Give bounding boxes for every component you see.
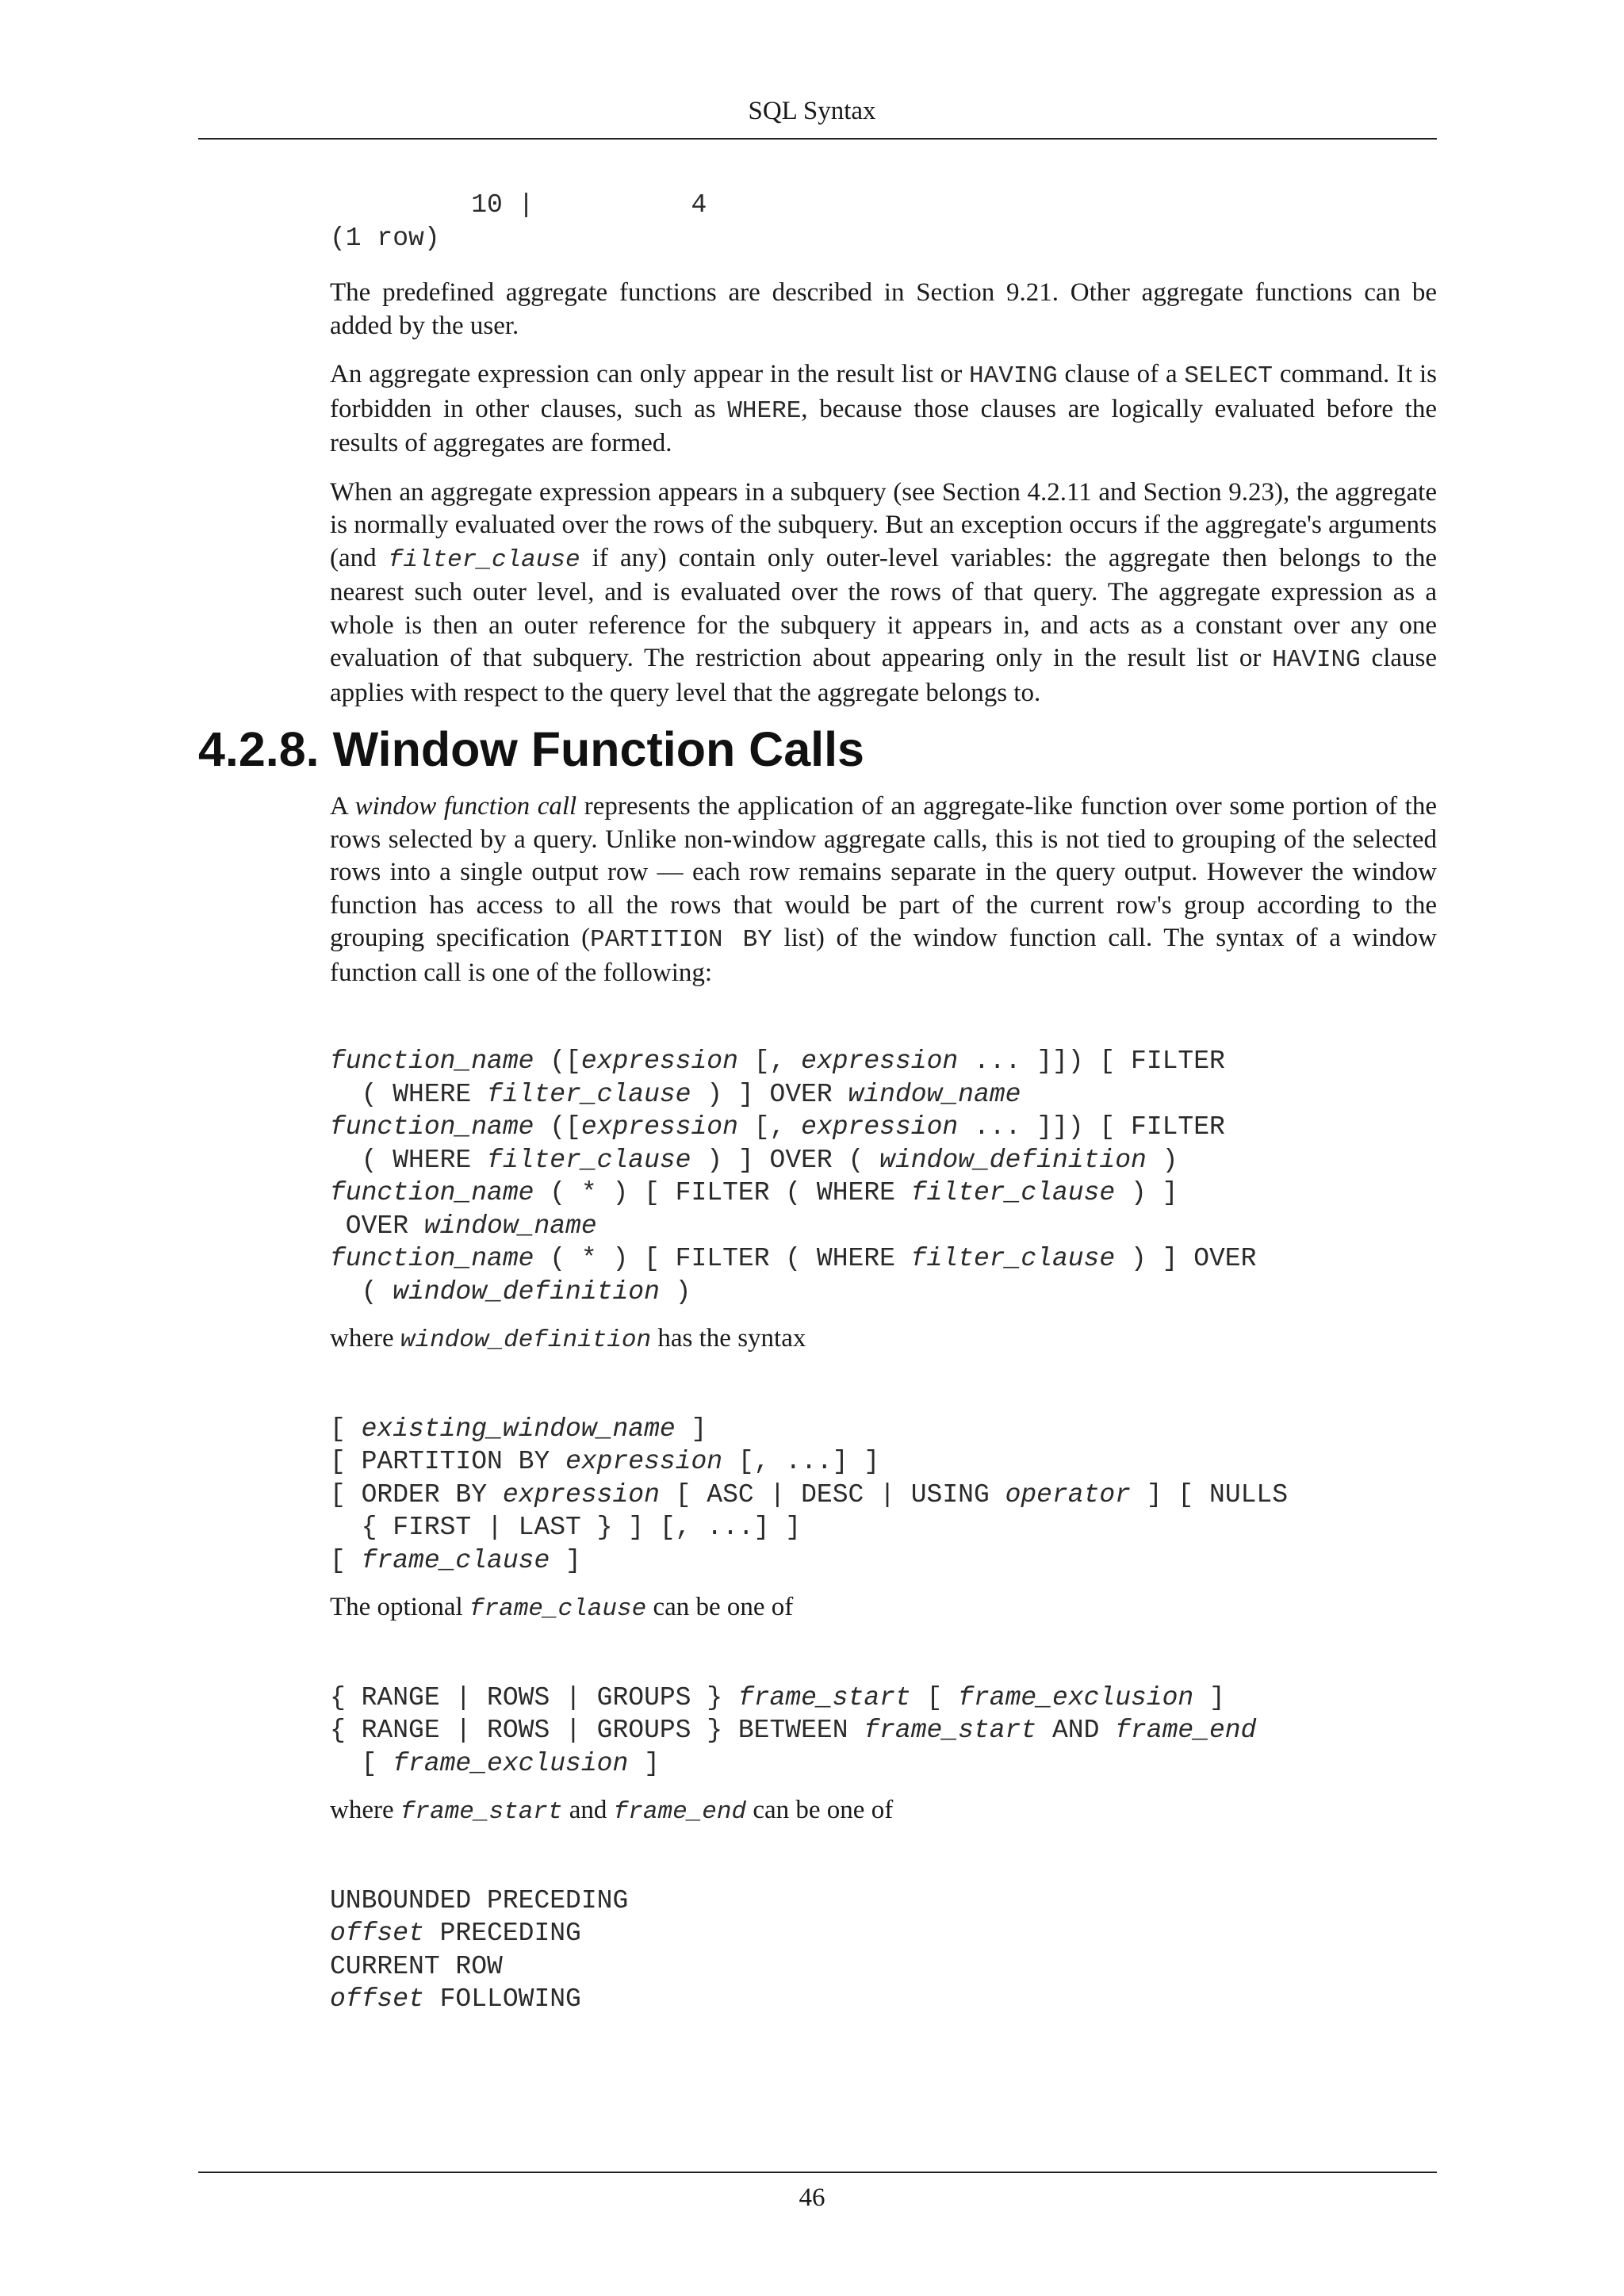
- text-run: When an aggregate expression appears in a subquery (see Section 4.2.11 and Section 9.23), the aggregate is normally evaluated over the rows of the subquery. But an exception occurs if the aggregate's arguments (and: [330, 477, 1437, 572]
- code-placeholder: window_name: [848, 1079, 1021, 1109]
- code-literal: { RANGE | ROWS | GROUPS } BETWEEN: [330, 1716, 864, 1745]
- code-literal: ): [659, 1276, 691, 1307]
- code-line: [330, 1683, 1225, 1712]
- code-placeholder: filter_clause: [910, 1178, 1116, 1207]
- code-literal: ) ] OVER: [691, 1079, 848, 1109]
- text-run: where: [330, 1324, 400, 1353]
- code-placeholder: frame_start: [737, 1682, 911, 1712]
- code-literal: ( WHERE: [330, 1079, 488, 1109]
- code-placeholder: frame_start: [864, 1716, 1037, 1745]
- paragraph-frame-start-intro: [330, 1794, 1437, 1829]
- code-placeholder: expression: [565, 1447, 723, 1476]
- code-window-definition-syntax: [330, 1413, 1437, 1578]
- inline-code-select: SELECT: [1184, 362, 1274, 390]
- code-line: [330, 1178, 1178, 1207]
- code-line: [330, 1080, 1021, 1109]
- paragraph-aggregate-subquery: [330, 476, 1437, 710]
- code-literal: FOLLOWING: [423, 1984, 581, 2014]
- code-literal: CURRENT ROW: [330, 1951, 503, 1981]
- text-run: list) of the window function call. The syntax of a window function call is one of the following:: [330, 924, 1437, 987]
- inline-code-filter-clause: filter_clause: [388, 545, 580, 574]
- text-run: A: [330, 792, 355, 821]
- code-placeholder: frame_clause: [361, 1545, 550, 1575]
- inline-code-frame-end: frame_end: [613, 1798, 747, 1826]
- code-literal: AND: [1036, 1716, 1116, 1745]
- inline-code-window-definition: window_definition: [400, 1326, 652, 1354]
- code-placeholder: expression: [580, 1047, 738, 1076]
- code-line: [330, 1211, 597, 1241]
- text-run: and: [562, 1796, 614, 1824]
- code-literal: [: [330, 1414, 362, 1444]
- code-literal: ] [ NULLS: [1131, 1479, 1289, 1510]
- running-header-title: SQL Syntax: [748, 97, 876, 125]
- text-run: has the syntax: [651, 1324, 806, 1353]
- code-line: [330, 1984, 581, 2014]
- code-literal: ]: [1193, 1682, 1225, 1712]
- code-literal: [ ASC | DESC | USING: [659, 1479, 1005, 1510]
- text-run: represents the application of an aggregate-like function over some portion of the rows selected by a query. Unlike non-window aggregate calls, this is not tied to grouping of the selected rows into a single output row — each row remains separate in the query output. However the window function has access to all the rows that would be part of the current row's group according to the grouping specification (: [330, 792, 1437, 952]
- text-run: if any) contain only outer-level variables: the aggregate then belongs to the nearest such outer level, and is evaluated over the rows of that query. The aggregate expression as a whole is then an outer reference for the subquery it appears in, and acts as a constant over any one evaluation of that subquery. The restriction about appearing only in the result list or: [330, 543, 1438, 672]
- text-run: where: [330, 1796, 400, 1824]
- code-literal: ( * ) [ FILTER ( WHERE: [534, 1244, 911, 1273]
- text-run: The optional: [330, 1593, 469, 1621]
- code-literal: ]: [628, 1748, 660, 1778]
- code-placeholder: offset: [330, 1984, 424, 2014]
- code-line: [330, 1277, 691, 1307]
- code-line: [330, 1886, 628, 1915]
- code-placeholder: window_name: [423, 1211, 597, 1241]
- code-literal: UNBOUNDED PRECEDING: [330, 1885, 629, 1915]
- code-literal: [: [330, 1545, 362, 1575]
- code-literal: (: [330, 1276, 393, 1307]
- section-title: Window Function Calls: [332, 722, 864, 776]
- code-placeholder: expression: [801, 1047, 959, 1076]
- code-literal: ]: [550, 1545, 581, 1575]
- header-rule: [198, 138, 1437, 140]
- code-line: [330, 1414, 707, 1444]
- page-number: 46: [799, 2183, 825, 2212]
- text-run: An aggregate expression can only appear in the result list or: [330, 360, 970, 388]
- code-line: [330, 1749, 660, 1778]
- code-placeholder: filter_clause: [487, 1145, 691, 1175]
- inline-code-frame-start: frame_start: [400, 1798, 563, 1826]
- code-placeholder: function_name: [330, 1047, 534, 1076]
- code-placeholder: existing_window_name: [361, 1414, 676, 1444]
- paragraph-frame-clause-intro: [330, 1591, 1437, 1626]
- code-literal: [: [910, 1682, 959, 1712]
- paragraph-window-function-intro: [330, 790, 1437, 989]
- paragraph-aggregate-placement: [330, 358, 1437, 461]
- code-placeholder: filter_clause: [487, 1079, 691, 1109]
- code-literal: PRECEDING: [423, 1919, 581, 1948]
- text-run: clause applies with respect to the query level that the aggregate belongs to.: [330, 644, 1437, 707]
- text-run: command. It is forbidden in other clauses, such as: [330, 360, 1437, 423]
- text-run: clause of a: [1057, 360, 1185, 388]
- code-literal: [,: [737, 1047, 802, 1076]
- code-literal: ): [1146, 1145, 1178, 1175]
- code-line: [330, 1919, 581, 1948]
- code-placeholder: window_definition: [879, 1145, 1147, 1175]
- section-number: 4.2.8.: [198, 722, 320, 776]
- code-line: [330, 1480, 1288, 1510]
- code-placeholder: frame_end: [1115, 1716, 1257, 1745]
- code-placeholder: frame_exclusion: [958, 1682, 1194, 1712]
- code-literal: [, ...] ]: [722, 1447, 880, 1476]
- code-placeholder: function_name: [330, 1112, 534, 1142]
- code-literal: { RANGE | ROWS | GROUPS }: [330, 1682, 738, 1712]
- code-line: [330, 1047, 1225, 1076]
- code-placeholder: frame_exclusion: [393, 1748, 629, 1778]
- code-line: [330, 1244, 1256, 1273]
- code-literal: ( WHERE: [330, 1145, 488, 1175]
- code-line: [330, 1447, 879, 1476]
- code-literal: ... ]]) [ FILTER: [958, 1047, 1225, 1076]
- code-literal: ([: [534, 1047, 581, 1076]
- code-placeholder: function_name: [330, 1244, 534, 1273]
- footer-rule: [198, 2172, 1437, 2173]
- code-line: [330, 1716, 1256, 1745]
- code-window-function-syntax: [330, 1045, 1437, 1308]
- section-heading: [198, 719, 1305, 779]
- result-row-line: 10 | 4: [330, 190, 707, 220]
- text-run: can be one of: [646, 1593, 794, 1621]
- code-frame-clause-syntax: [330, 1682, 1437, 1781]
- inline-code-where: WHERE: [727, 396, 802, 425]
- code-literal: ) ]: [1115, 1178, 1178, 1207]
- code-line: [330, 1146, 1178, 1175]
- code-literal: { FIRST | LAST } ] [, ...] ]: [330, 1513, 802, 1542]
- code-literal: ]: [675, 1414, 707, 1444]
- code-placeholder: function_name: [330, 1178, 534, 1207]
- text-run: , because those clauses are logically evaluated before the results of aggregates are formed.: [330, 394, 1437, 457]
- row-count-line: (1 row): [330, 223, 440, 253]
- code-placeholder: expression: [580, 1112, 738, 1142]
- inline-code-frame-clause: frame_clause: [469, 1595, 647, 1623]
- inline-code-having: HAVING: [1272, 646, 1361, 674]
- paragraph-window-definition-intro: [330, 1322, 1437, 1357]
- text-run: can be one of: [746, 1796, 894, 1824]
- code-literal: ) ] OVER: [1115, 1244, 1257, 1273]
- code-literal: [ ORDER BY: [330, 1479, 503, 1510]
- code-literal: [ PARTITION BY: [330, 1447, 566, 1476]
- result-output-block: [330, 189, 1437, 254]
- inline-code-partition-by: PARTITION BY: [590, 926, 772, 954]
- code-line: [330, 1952, 503, 1981]
- code-literal: ( * ) [ FILTER ( WHERE: [534, 1178, 911, 1207]
- code-placeholder: expression: [801, 1112, 959, 1142]
- code-literal: [,: [737, 1112, 802, 1142]
- code-placeholder: operator: [1005, 1479, 1131, 1510]
- code-frame-start-options: [330, 1885, 1437, 2016]
- code-line: [330, 1112, 1225, 1142]
- code-literal: OVER: [330, 1211, 424, 1241]
- code-placeholder: expression: [502, 1479, 660, 1510]
- code-placeholder: window_definition: [393, 1276, 660, 1307]
- code-placeholder: filter_clause: [910, 1244, 1116, 1273]
- emphasis-window-function-call: window function call: [354, 792, 577, 821]
- code-line: [330, 1513, 801, 1542]
- code-placeholder: offset: [330, 1919, 424, 1948]
- code-literal: ) ] OVER (: [691, 1145, 880, 1175]
- code-line: [330, 1546, 581, 1575]
- page-content: [198, 189, 1438, 2016]
- code-literal: [: [330, 1748, 393, 1778]
- paragraph-aggregate-functions: The predefined aggregate functions are described in Section 9.21. Other aggregate functions can be added by the user.: [330, 278, 1437, 340]
- code-literal: ... ]]) [ FILTER: [958, 1112, 1225, 1142]
- inline-code-having: HAVING: [969, 362, 1058, 390]
- code-literal: ([: [534, 1112, 581, 1142]
